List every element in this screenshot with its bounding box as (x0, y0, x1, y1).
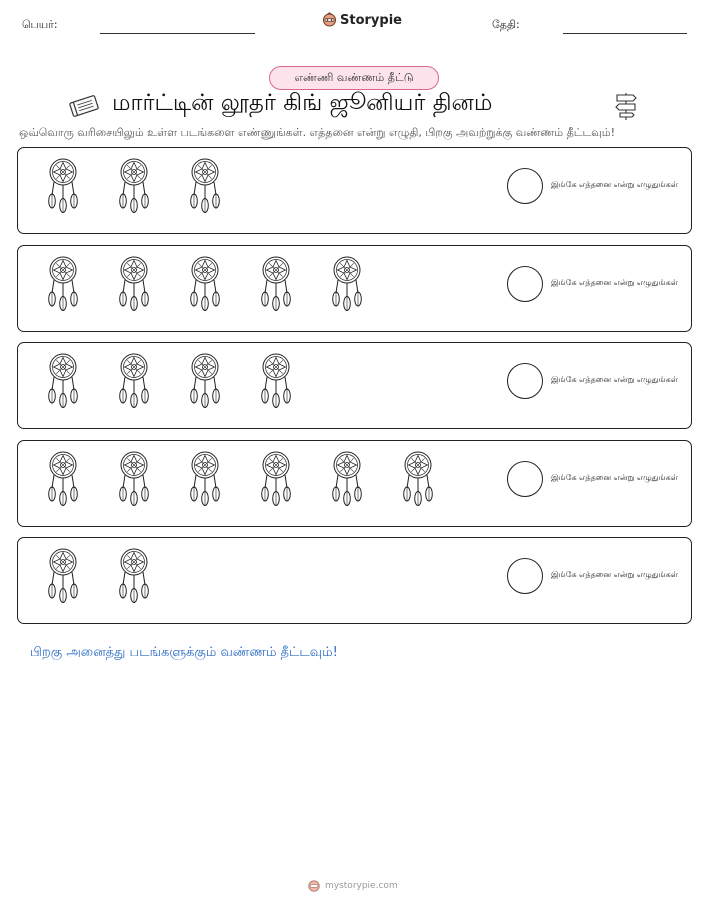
answer-label: இங்கே எத்தனை என்று எழுதுங்கள் (551, 180, 678, 189)
site-footer (307, 879, 398, 893)
dreamcatcher-icon[interactable] (312, 255, 383, 317)
name-field-line[interactable] (100, 33, 255, 34)
dreamcatcher-icon[interactable] (28, 450, 99, 512)
answer-circle[interactable] (507, 363, 543, 399)
dreamcatcher-icon[interactable] (241, 255, 312, 317)
answer-label: இங்கே எத்தனை என்று எழுதுங்கள் (551, 278, 678, 287)
name-label: பெயர்: (22, 18, 58, 31)
dreamcatcher-icon[interactable] (170, 157, 241, 219)
row-images (28, 157, 241, 219)
dreamcatcher-icon[interactable] (170, 352, 241, 414)
count-row (17, 342, 692, 429)
dreamcatcher-icon[interactable] (99, 255, 170, 317)
answer-circle[interactable] (507, 168, 543, 204)
answer-label: இங்கே எத்தனை என்று எழுதுங்கள் (551, 570, 678, 579)
answer-circle[interactable] (507, 266, 543, 302)
date-label: தேதி: (492, 18, 520, 31)
brand-logo (322, 12, 402, 28)
footer-instruction: பிறகு அனைத்து படங்களுக்கும் வண்ணம் தீட்டவும்! (30, 645, 338, 660)
dreamcatcher-icon[interactable] (99, 157, 170, 219)
dreamcatcher-icon[interactable] (383, 450, 454, 512)
row-images (28, 450, 454, 512)
dreamcatcher-icon[interactable] (28, 255, 99, 317)
answer-label: இங்கே எத்தனை என்று எழுதுங்கள் (551, 375, 678, 384)
worksheet-title: மார்ட்டின் லூதர் கிங் ஜூனியர் தினம் (112, 90, 493, 116)
dreamcatcher-icon[interactable] (170, 450, 241, 512)
title-row (0, 88, 709, 124)
brand-name: Storypie (340, 12, 402, 28)
dreamcatcher-icon[interactable] (99, 352, 170, 414)
row-images (28, 352, 312, 414)
signpost-icon (612, 90, 640, 122)
storypie-mascot-icon (322, 12, 337, 28)
date-field-line[interactable] (563, 33, 687, 34)
dreamcatcher-icon[interactable] (28, 547, 99, 609)
dreamcatcher-icon[interactable] (170, 255, 241, 317)
book-icon (67, 94, 101, 118)
worksheet-header (0, 0, 709, 48)
count-row (17, 537, 692, 624)
activity-badge: எண்ணி வண்ணம் தீட்டு (269, 66, 439, 90)
answer-label: இங்கே எத்தனை என்று எழுதுங்கள் (551, 473, 678, 482)
dreamcatcher-icon[interactable] (99, 547, 170, 609)
dreamcatcher-icon[interactable] (28, 157, 99, 219)
count-row (17, 147, 692, 234)
dreamcatcher-icon[interactable] (312, 450, 383, 512)
row-images (28, 547, 170, 609)
site-url: mystorypie.com (325, 881, 398, 891)
storypie-footer-icon (307, 879, 321, 893)
row-images (28, 255, 383, 317)
dreamcatcher-icon[interactable] (241, 352, 312, 414)
count-row (17, 245, 692, 332)
answer-circle[interactable] (507, 558, 543, 594)
count-row (17, 440, 692, 527)
answer-circle[interactable] (507, 461, 543, 497)
instructions: ஒவ்வொரு வரிசையிலும் உள்ள படங்களை எண்ணுங்கள். எத்தனை என்று எழுதி, பிறகு அவற்றுக்கு வண்ணம் தீட்டவும்! (19, 126, 616, 139)
dreamcatcher-icon[interactable] (99, 450, 170, 512)
dreamcatcher-icon[interactable] (28, 352, 99, 414)
dreamcatcher-icon[interactable] (241, 450, 312, 512)
